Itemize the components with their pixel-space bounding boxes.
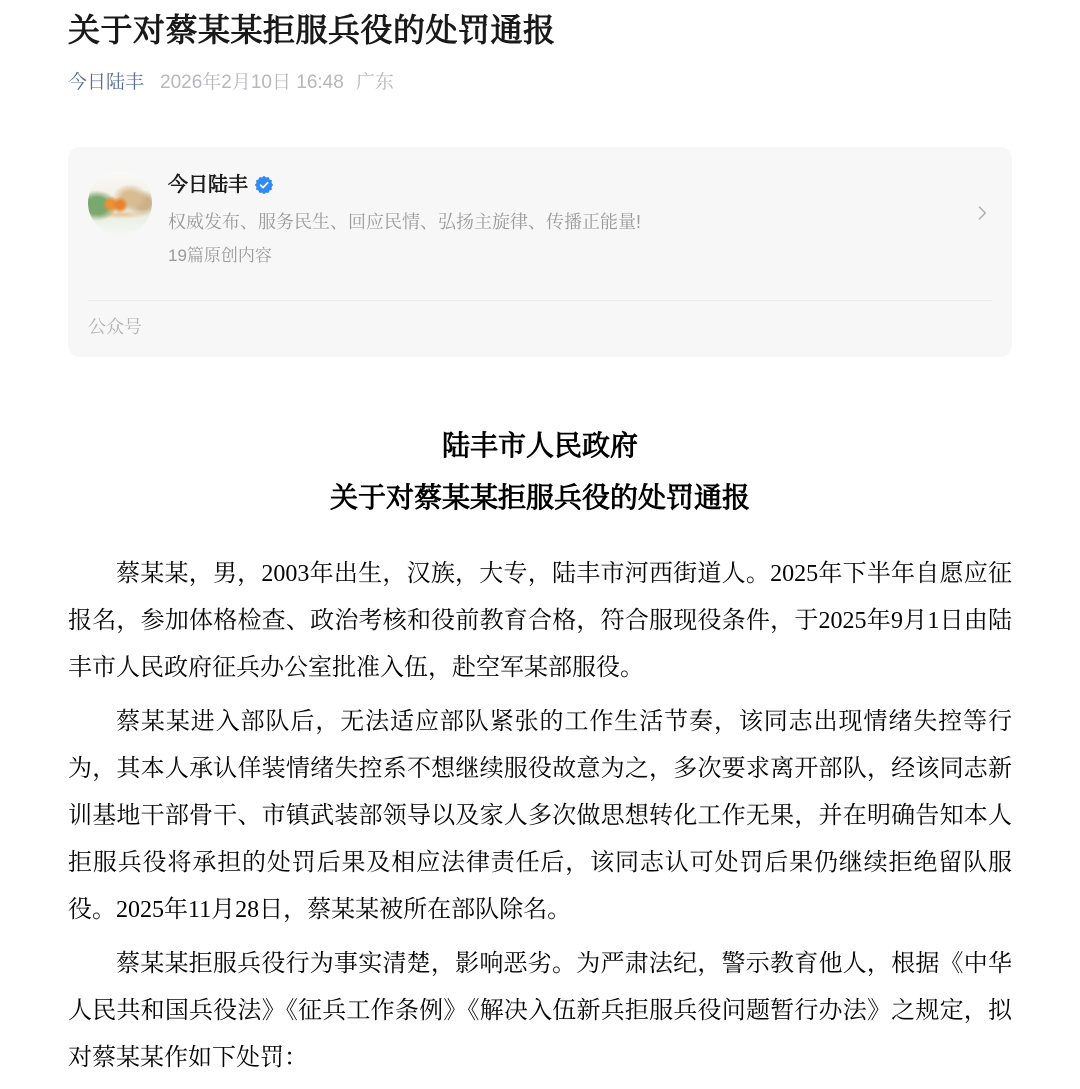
page-title: 关于对蔡某某拒服兵役的处罚通报 [68,12,556,48]
document-title [68,421,1012,525]
account-card-top [88,171,992,267]
account-name-row [168,173,992,197]
article-body [68,551,1012,1082]
account-info [168,171,992,267]
chevron-right-icon [972,203,992,223]
account-avatar [88,171,152,235]
byline [68,70,1012,96]
account-type-label: 公众号 [88,317,142,337]
article-paragraph: 蔡某某，男，2003年出生，汉族，大专，陆丰市河西街道人。2025年下半年自愿应征报名，参加体格检查、政治考核和役前教育合格，符合服现役条件，于2025年9月1日由陆丰市人民政府征兵办公室批准入伍，赴空军某部服役。 [68,561,1012,681]
account-name: 今日陆丰 [168,174,248,196]
document-title-line2: 关于对蔡某某拒服兵役的处罚通报 [329,483,750,514]
article-page [0,8,1080,1082]
official-account-card[interactable] [68,147,1012,357]
account-original-count: 19篇原创内容 [168,246,272,265]
account-description: 权威发布、服务民生、回应民情、弘扬主旋律、传播正能量! [168,212,641,232]
publish-date: 2026年2月10日 16:48 [160,72,344,93]
publish-location: 广东 [355,72,394,93]
article-paragraph: 蔡某某拒服兵役行为事实清楚，影响恶劣。为严肃法纪，警示教育他人，根据《中华人民共和国兵役法》《征兵工作条例》《解决入伍新兵拒服兵役问题暂行办法》之规定，拟对蔡某某作如下处罚： [68,951,1012,1071]
document-title-line1: 陆丰市人民政府 [441,431,638,462]
author-link[interactable]: 今日陆丰 [68,72,145,93]
article-paragraph: 蔡某某进入部队后，无法适应部队紧张的工作生活节奏，该同志出现情绪失控等行为，其本人承认佯装情绪失控系不想继续服役故意为之，多次要求离开部队，经该同志新训基地干部骨干、市镇武装部领导以及家人多次做思想转化工作无果，并在明确告知本人拒服兵役将承担的处罚后果及相应法律责任后，该同志认可处罚后果仍继续拒绝留队服役。2025年11月28日，蔡某某被所在部队除名。 [68,709,1012,923]
verified-badge-icon [255,176,273,194]
